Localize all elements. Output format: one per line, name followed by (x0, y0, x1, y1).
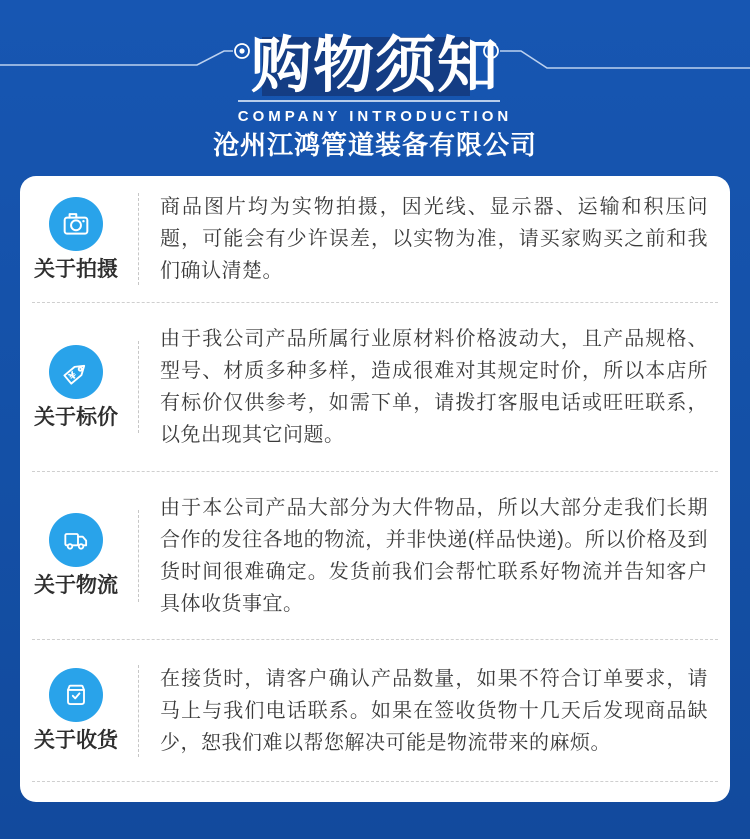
section-icon-column (32, 197, 120, 282)
section-label: 关于标价 (34, 405, 118, 429)
section-label: 关于收货 (34, 729, 118, 752)
section-text: 由于我公司产品所属行业原材料价格波动大，且产品规格、型号、材质多种多样，造成很难对其规定时价，所以本店所有标价仅供参考，如需下单，请拨打客服电话或旺旺联系，以免出现其它问题。 (160, 328, 708, 446)
notice-section-logistics (32, 472, 718, 640)
svg-text:¥: ¥ (67, 369, 80, 383)
title-underline (238, 100, 500, 102)
section-text: 在接货时，请客户确认产品数量，如果不符合订单要求，请马上与我们电话联系。如果在签收货物十几天后发现商品缺少，恕我们难以帮您解决可能是物流带来的麻烦。 (160, 667, 708, 754)
page-title: 购物须知 (250, 31, 499, 99)
notice-section-receiving (32, 640, 718, 782)
vertical-divider (138, 341, 139, 433)
section-icon-column (32, 668, 120, 753)
section-text: 由于本公司产品大部分为大件物品，所以大部分走我们长期合作的发往各地的物流，并非快递(样品快递)。所以价格及到货时间很难确定。发货前我们会帮忙联系好物流并告知客户具体收货事宜。 (160, 496, 708, 615)
vertical-divider (138, 665, 139, 757)
vertical-divider (138, 193, 139, 285)
company-name: 沧州江鸿管道装备有限公司 (212, 130, 537, 160)
vertical-divider (138, 510, 139, 602)
notice-section-pricing (32, 303, 718, 472)
camera-icon (49, 197, 103, 251)
section-icon-column (32, 513, 120, 598)
section-label: 关于拍摄 (34, 257, 118, 281)
truck-icon (49, 513, 103, 567)
page-subtitle: COMPANY INTRODUCTION (237, 108, 513, 125)
section-text: 商品图片均为实物拍摄，因光线、显示器、运输和积压问题，可能会有少许误差，以实物为准，请买家购买之前和我们确认清楚。 (160, 196, 708, 282)
package-icon (49, 668, 103, 722)
header-banner (0, 0, 750, 176)
notice-section-photography (32, 176, 718, 303)
notice-card (20, 176, 730, 802)
section-label: 关于物流 (34, 574, 118, 597)
price-tag-icon (49, 345, 103, 399)
section-icon-column (32, 345, 120, 430)
